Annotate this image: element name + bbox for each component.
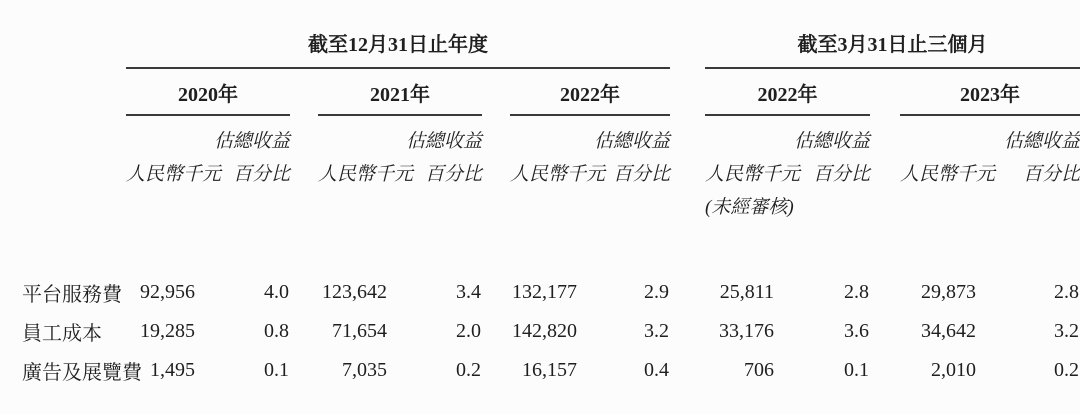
period-group-header-annual: 截至12月31日止年度 <box>126 0 670 68</box>
currency-unit-header: 人民幣千元 <box>900 164 996 185</box>
value-cell-rmb: 7,035 <box>342 359 387 381</box>
expense-row <box>0 312 1080 351</box>
expense-row <box>0 351 1080 390</box>
value-cell-pct: 0.8 <box>264 320 289 342</box>
year-header-2021: 2021年 <box>318 68 482 115</box>
row-label: 員工成本 <box>22 323 102 345</box>
value-cell-rmb: 92,956 <box>140 281 195 303</box>
pct-header-line1: 估總收益 <box>1003 131 1080 152</box>
value-cell-pct: 4.0 <box>264 281 289 303</box>
year-header-2022-quarter: 2022年 <box>705 68 870 115</box>
corner-blank <box>0 0 126 68</box>
value-cell-pct: 0.4 <box>644 359 669 381</box>
value-cell-rmb: 123,642 <box>322 281 387 303</box>
value-cell-rmb: 142,820 <box>512 320 577 342</box>
subheader-row-1 <box>0 115 1080 155</box>
pct-header-line1: 估總收益 <box>593 131 670 152</box>
value-cell-pct: 3.2 <box>1054 320 1079 342</box>
pct-header-line2: 百分比 <box>1022 164 1080 185</box>
pct-header-line2: 百分比 <box>232 164 290 185</box>
unaudited-note: (未經審核) <box>705 197 794 218</box>
year-header-row <box>0 68 1080 115</box>
value-cell-rmb: 706 <box>744 359 774 381</box>
value-cell-pct: 2.0 <box>456 320 481 342</box>
value-cell-rmb: 2,010 <box>931 359 976 381</box>
pct-header-line1: 估總收益 <box>793 131 870 152</box>
expense-row <box>0 273 1080 312</box>
pct-header-line1: 估總收益 <box>213 131 290 152</box>
value-cell-pct: 2.8 <box>1054 281 1079 303</box>
value-cell-rmb: 71,654 <box>332 320 387 342</box>
pct-header-line1: 估總收益 <box>405 131 482 152</box>
spacer-row <box>0 222 1080 273</box>
currency-unit-header: 人民幣千元 <box>318 164 414 185</box>
value-cell-rmb: 132,177 <box>512 281 577 303</box>
row-label: 廣告及展覽費 <box>22 362 142 384</box>
value-cell-pct: 2.8 <box>844 281 869 303</box>
pct-header-line2: 百分比 <box>612 164 670 185</box>
value-cell-pct: 0.1 <box>264 359 289 381</box>
value-cell-rmb: 16,157 <box>522 359 577 381</box>
currency-unit-header: 人民幣千元 <box>510 164 606 185</box>
period-group-row <box>0 0 1080 68</box>
value-cell-pct: 3.4 <box>456 281 481 303</box>
value-cell-rmb: 33,176 <box>719 320 774 342</box>
year-header-2023-quarter: 2023年 <box>900 68 1080 115</box>
pct-header-line2: 百分比 <box>424 164 482 185</box>
value-cell-pct: 2.9 <box>644 281 669 303</box>
value-cell-rmb: 1,495 <box>150 359 195 381</box>
value-cell-pct: 3.2 <box>644 320 669 342</box>
pct-header-line2: 百分比 <box>812 164 870 185</box>
value-cell-rmb: 25,811 <box>719 281 774 303</box>
value-cell-pct: 3.6 <box>844 320 869 342</box>
year-header-2020: 2020年 <box>126 68 290 115</box>
row-label: 平台服務費 <box>22 284 122 306</box>
currency-unit-header: 人民幣千元 <box>126 164 222 185</box>
subheader-row-3 <box>0 188 1080 222</box>
currency-unit-header: 人民幣千元 <box>705 164 801 185</box>
group-gap <box>670 0 705 68</box>
value-cell-rmb: 34,642 <box>921 320 976 342</box>
value-cell-rmb: 19,285 <box>140 320 195 342</box>
value-cell-pct: 0.2 <box>1054 359 1079 381</box>
subheader-row-2 <box>0 155 1080 188</box>
year-header-2022-annual: 2022年 <box>510 68 670 115</box>
value-cell-rmb: 29,873 <box>921 281 976 303</box>
period-group-header-quarterly: 截至3月31日止三個月 <box>705 0 1080 68</box>
value-cell-pct: 0.1 <box>844 359 869 381</box>
value-cell-pct: 0.2 <box>456 359 481 381</box>
